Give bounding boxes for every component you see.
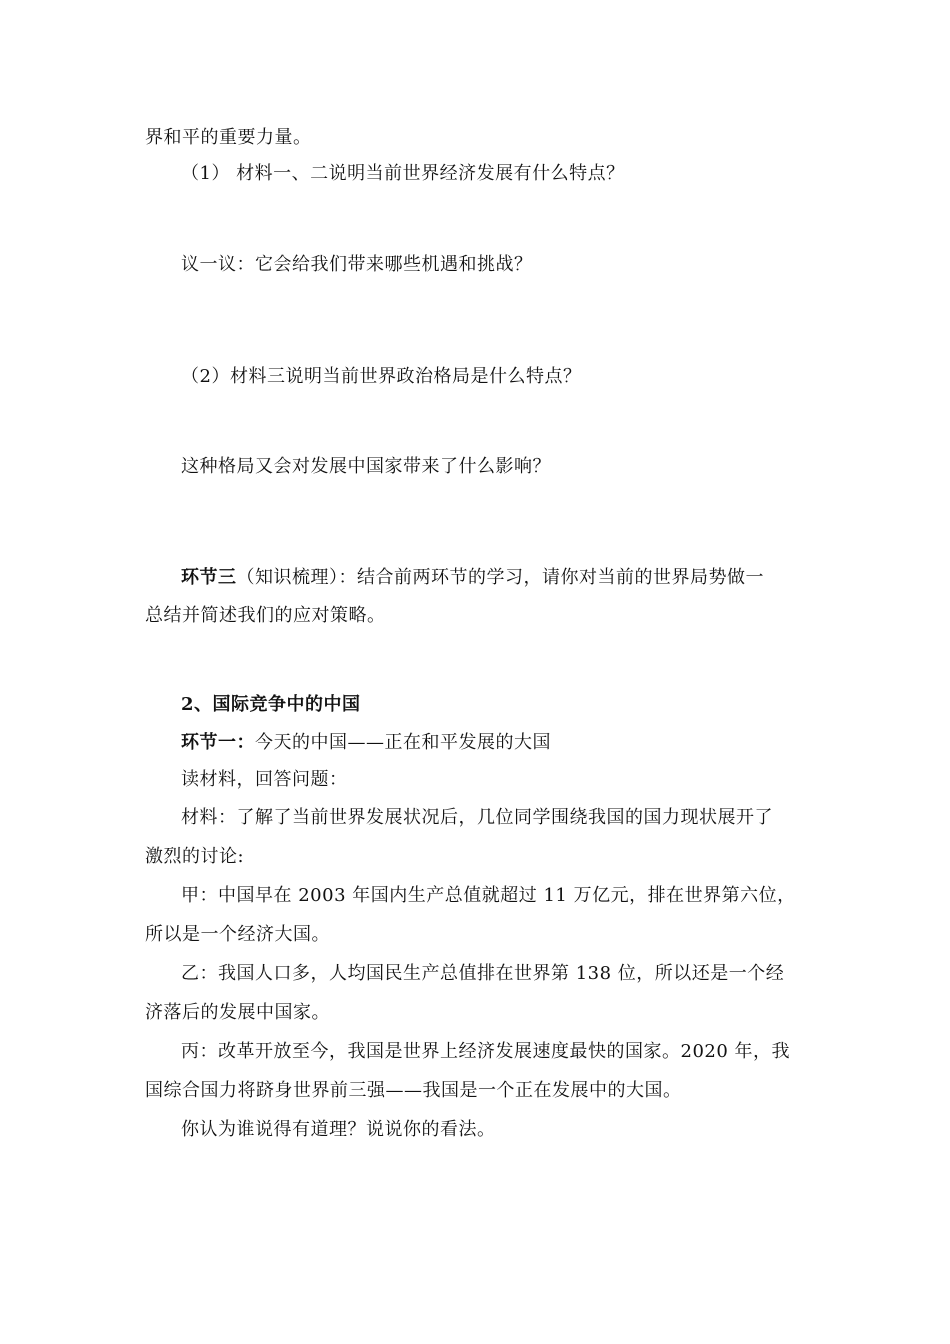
step-three-line-1 bbox=[181, 566, 764, 590]
step-one-text: 今天的中国——正在和平发展的大国 bbox=[255, 732, 551, 753]
statement-jia-line-1: 甲：中国早在 2003 年国内生产总值就超过 11 万亿元，排在世界第六位， bbox=[181, 885, 796, 906]
material-line-1: 材料：了解了当前世界发展状况后，几位同学围绕我国的国力现状展开了 bbox=[181, 807, 773, 828]
statement-bing-line-2: 国综合国力将跻身世界前三强——我国是一个正在发展中的大国。 bbox=[145, 1080, 682, 1101]
closing-question: 你认为谁说得有道理？说说你的看法。 bbox=[181, 1119, 496, 1140]
step-three-title: 环节三 bbox=[181, 567, 237, 588]
question-2: （2）材料三说明当前世界政治格局是什么特点？ bbox=[181, 366, 582, 387]
step-one-line bbox=[181, 731, 551, 755]
step-three-text: （知识梳理）：结合前两环节的学习，请你对当前的世界局势做一 bbox=[236, 567, 764, 588]
question-1: （1） 材料一、二说明当前世界经济发展有什么特点？ bbox=[181, 163, 625, 184]
material-line-2: 激烈的讨论: bbox=[145, 846, 245, 867]
discussion-prompt: 议一议：它会给我们带来哪些机遇和挑战？ bbox=[181, 254, 533, 275]
step-one-title: 环节一： bbox=[181, 732, 255, 753]
question-2-follow-up: 这种格局又会对发展中国家带来了什么影响？ bbox=[181, 456, 551, 477]
read-prompt: 读材料，回答问题： bbox=[181, 769, 348, 790]
statement-bing-line-1: 丙：改革开放至今，我国是世界上经济发展速度最快的国家。2020 年，我 bbox=[181, 1041, 791, 1062]
section-heading: 2、国际竞争中的中国 bbox=[181, 694, 361, 715]
statement-yi-line-2: 济落后的发展中国家。 bbox=[145, 1002, 330, 1023]
paragraph-tail: 界和平的重要力量。 bbox=[145, 127, 312, 148]
statement-jia-line-2: 所以是一个经济大国。 bbox=[145, 924, 330, 945]
step-three-line-2: 总结并简述我们的应对策略。 bbox=[145, 605, 386, 626]
statement-yi-line-1: 乙：我国人口多，人均国民生产总值排在世界第 138 位，所以还是一个经 bbox=[181, 963, 785, 984]
